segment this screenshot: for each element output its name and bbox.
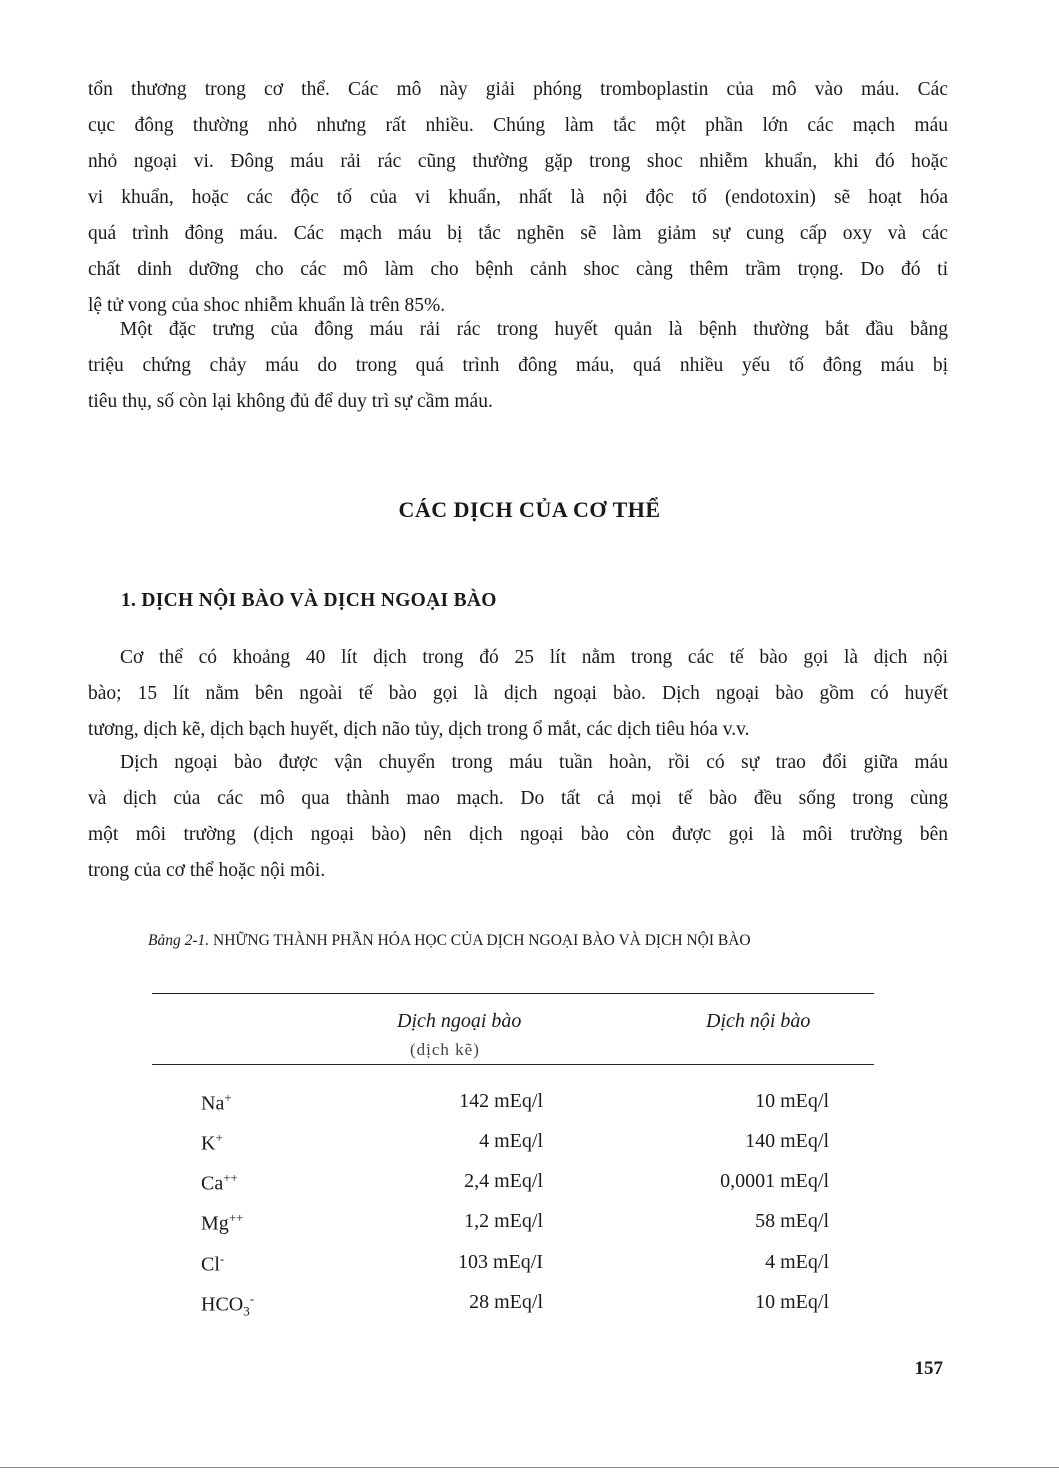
paragraph-line: cục đông thường nhỏ nhưng rất nhiều. Chúng làm tắc một phần lớn các mạch máu [88,115,948,136]
extracellular-value: 142 mEq/l [459,1090,543,1112]
intro-paragraph [88,72,948,324]
extracellular-value: 28 mEq/l [469,1291,543,1313]
extracellular-value: 1,2 mEq/l [464,1210,543,1232]
paragraph-line: tổn thương trong cơ thể. Các mô này giải phóng tromboplastin của mô vào máu. Các [88,79,948,100]
extracellular-value: 4 mEq/l [479,1130,543,1152]
paragraph-line: Một đặc trưng của đông máu rải rác trong huyết quản là bệnh thường bắt đầu bằng [120,319,948,340]
intracellular-value: 140 mEq/l [745,1130,829,1152]
table-caption-text: NHỮNG THÀNH PHẦN HÓA HỌC CỦA DỊCH NGOẠI BÀO VÀ DỊCH NỘI BÀO [213,932,751,949]
paragraph-line: quá trình đông máu. Các mạch máu bị tắc nghẽn sẽ làm giảm sự cung cấp oxy và các [88,223,948,244]
table-header-rule [152,1064,874,1065]
fourth-paragraph [88,745,948,889]
paragraph-line: và dịch của các mô qua thành mao mạch. Do tất cả mọi tế bào đều sống trong cùng [88,788,948,809]
paragraph-line: Dịch ngoại bào được vận chuyển trong máu tuần hoàn, rồi có sự trao đổi giữa máu [120,752,948,773]
ion-label: $HCO_3^-$ [201,1291,255,1319]
table-caption [148,932,751,950]
col-extracellular-subheader: (dịch kẽ) [410,1040,480,1059]
col-extracellular-header: Dịch ngoại bào [397,1010,522,1032]
paragraph-line: Cơ thể có khoảng 40 lít dịch trong đó 25 lít nằm trong các tế bào gọi là dịch nội [120,647,948,668]
section-title: CÁC DỊCH CỦA CƠ THỂ [398,497,661,522]
paragraph-line: lệ tử vong của shoc nhiễm khuẩn là trên 85%. [88,295,446,316]
paragraph-line: một môi trường (dịch ngoại bào) nên dịch ngoại bào còn được gọi là môi trường bên [88,824,948,845]
extracellular-value: 2,4 mEq/l [464,1170,543,1192]
paragraph-line: chất dinh dưỡng cho các mô làm cho bệnh cảnh shoc càng thêm trầm trọng. Do đó tỉ [88,259,948,280]
ion-label: Na+ [201,1090,232,1115]
paragraph-line: tiêu thụ, số còn lại không đủ để duy trì sự cầm máu. [88,391,493,412]
intracellular-value: 58 mEq/l [755,1210,829,1232]
paragraph-line: tương, dịch kẽ, dịch bạch huyết, dịch não tủy, dịch trong ổ mắt, các dịch tiêu hóa v.v. [88,719,750,740]
intracellular-value: 0,0001 mEq/l [720,1170,829,1192]
intracellular-value: 4 mEq/l [765,1251,829,1273]
second-paragraph [88,312,948,420]
page-number: 157 [914,1358,943,1379]
table-top-rule [152,993,874,994]
table-caption-label: Bảng 2-1. [148,932,210,949]
third-paragraph [88,640,948,748]
extracellular-value: 103 mEq/I [458,1251,543,1273]
paragraph-line: nhỏ ngoại vi. Đông máu rải rác cũng thường gặp trong shoc nhiễm khuẩn, khi đó hoặc [88,151,948,172]
ion-label: Ca++ [201,1170,238,1195]
subsection-title: 1. DỊCH NỘI BÀO VÀ DỊCH NGOẠI BÀO [121,590,497,611]
page-bottom-edge [0,1467,1059,1468]
paragraph-line: triệu chứng chảy máu do trong quá trình đông máu, quá nhiều yếu tố đông máu bị [88,355,948,376]
ion-label: Cl- [201,1251,225,1276]
paragraph-line: trong của cơ thể hoặc nội môi. [88,860,326,881]
intracellular-value: 10 mEq/l [755,1291,829,1313]
paragraph-line: vi khuẩn, hoặc các độc tố của vi khuẩn, nhất là nội độc tố (endotoxin) sẽ hoạt hóa [88,187,948,208]
paragraph-line: bào; 15 lít nằm bên ngoài tế bào gọi là dịch ngoại bào. Dịch ngoại bào gồm có huyết [88,683,948,704]
intracellular-value: 10 mEq/l [755,1090,829,1112]
col-intracellular-header: Dịch nội bào [706,1010,811,1032]
ion-label: K+ [201,1130,223,1155]
ion-label: Mg++ [201,1210,244,1235]
